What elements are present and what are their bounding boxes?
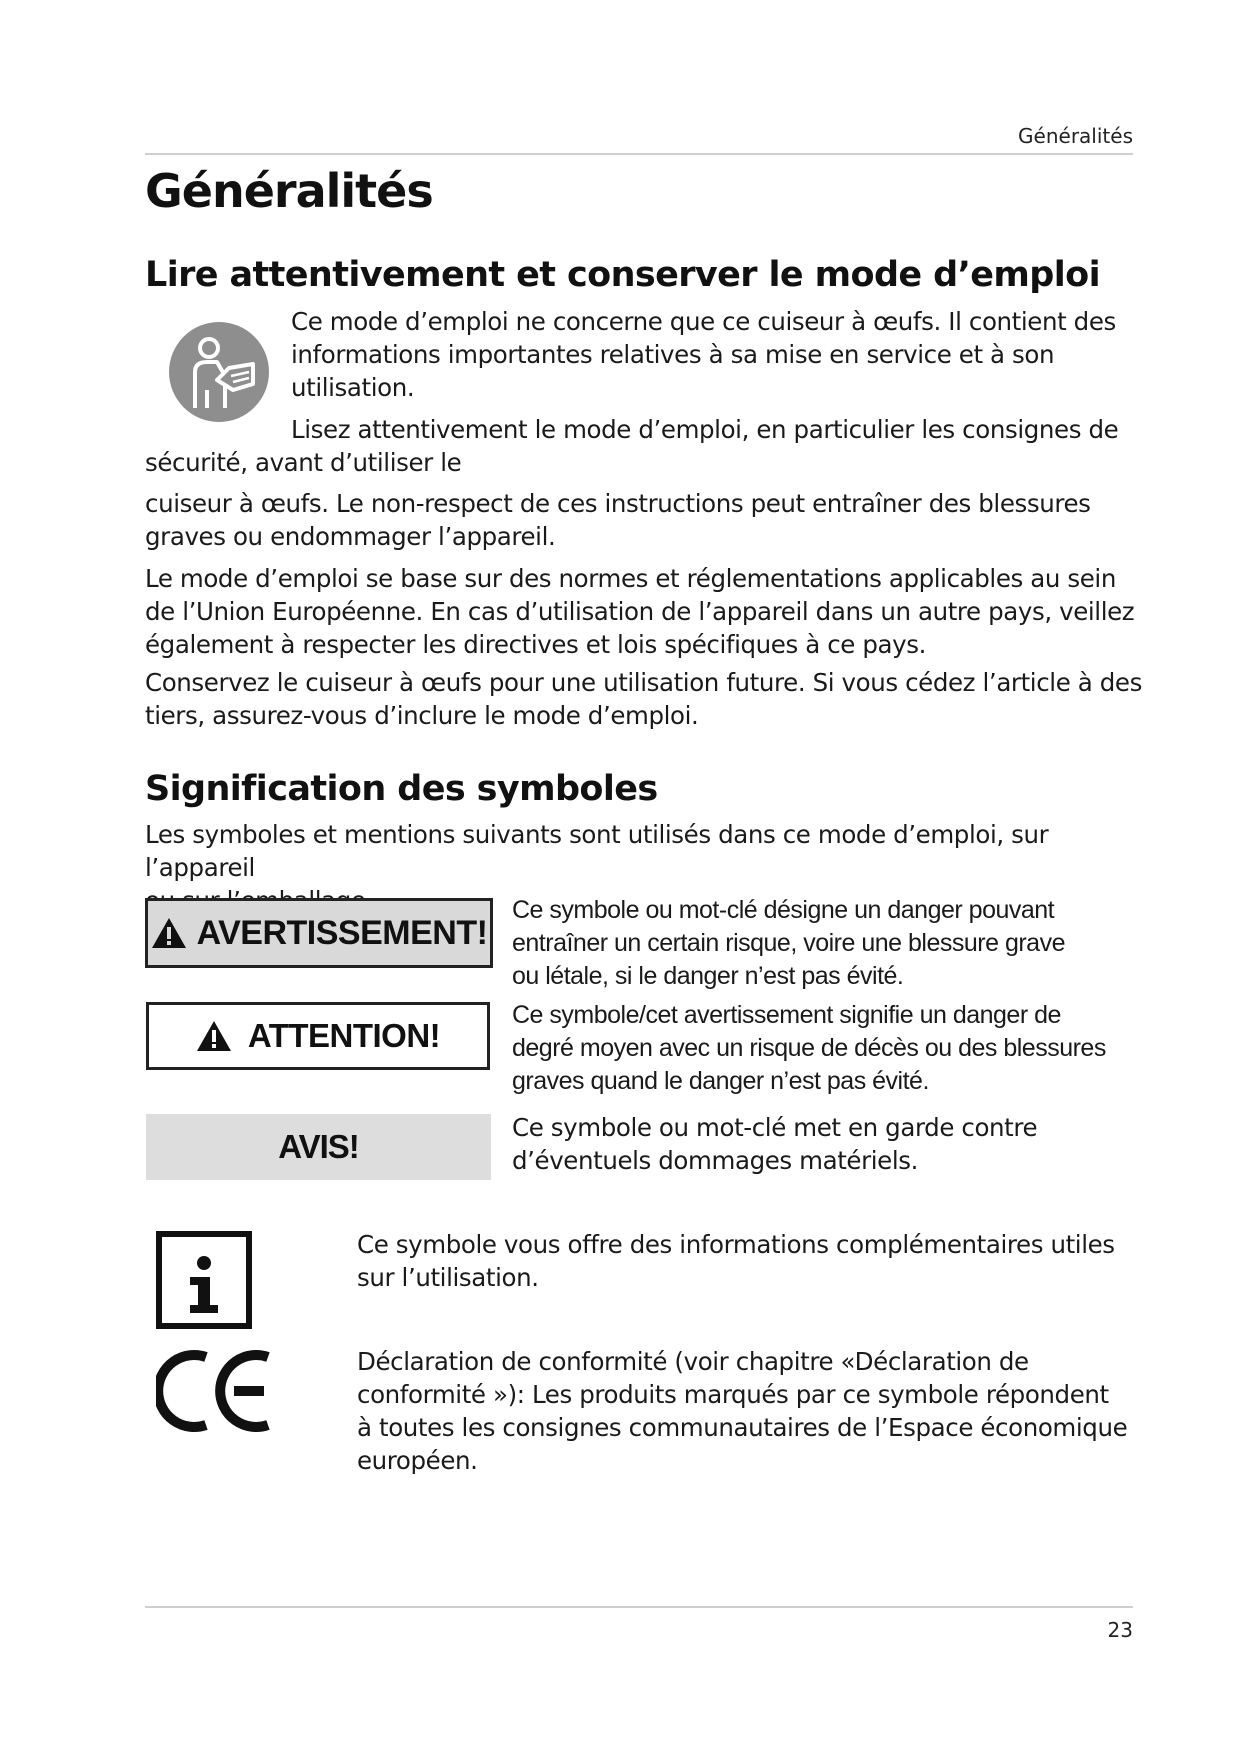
intro-paragraph bbox=[291, 305, 1141, 404]
section-heading-read-manual: Lire attentivement et conserver le mode d’emploi bbox=[145, 255, 1100, 295]
text-line: degré moyen avec un risque de décès ou des blessures bbox=[512, 1034, 1106, 1062]
notice-badge bbox=[146, 1114, 491, 1180]
text-line: Ce symbole vous offre des informations complémentaires utiles bbox=[357, 1230, 1115, 1259]
running-header: Généralités bbox=[1018, 124, 1133, 148]
text-line: de l’Union Européenne. En cas d’utilisation de l’appareil dans un autre pays, veillez bbox=[145, 597, 1135, 626]
attention-description bbox=[512, 999, 1132, 1098]
text-line: cuiseur à œufs. Le non-respect de ces instructions peut entraîner des blessures bbox=[145, 489, 1091, 518]
warning-badge bbox=[145, 898, 493, 968]
text-line: Lisez attentivement le mode d’emploi, en particulier les consignes de bbox=[291, 415, 1119, 444]
text-line: graves quand le danger n’est pas évité. bbox=[512, 1067, 929, 1095]
notice-description bbox=[512, 1111, 1132, 1177]
text-line: à toutes les consignes communautaires de l’Espace économique bbox=[357, 1413, 1128, 1442]
attention-label: ATTENTION! bbox=[247, 1017, 441, 1054]
paragraph-consequences bbox=[145, 487, 1145, 553]
page-title: Généralités bbox=[145, 164, 433, 218]
text-line: Ce mode d’emploi ne concerne que ce cuiseur à œufs. Il contient des bbox=[291, 307, 1116, 336]
text-line: ou létale, si le danger n’est pas évité. bbox=[512, 962, 904, 990]
text-line: également à respecter les directives et lois spécifiques à ce pays. bbox=[145, 630, 926, 659]
text-line: européen. bbox=[357, 1446, 478, 1475]
text-line: tiers, assurez-vous d’inclure le mode d’emploi. bbox=[145, 701, 699, 730]
text-line: Ce symbole/cet avertissement signifie un danger de bbox=[512, 1001, 1061, 1029]
text-line: utilisation. bbox=[291, 373, 415, 402]
attention-badge bbox=[146, 1002, 490, 1070]
text-line: d’éventuels dommages matériels. bbox=[512, 1146, 919, 1175]
notice-label: AVIS! bbox=[278, 1128, 359, 1165]
info-description bbox=[357, 1228, 1137, 1294]
text-line: Ce symbole ou mot-clé désigne un danger pouvant bbox=[512, 896, 1055, 924]
header-rule bbox=[145, 153, 1133, 155]
text-line: conformité »): Les produits marqués par ce symbole répondent bbox=[357, 1380, 1109, 1409]
paragraph-keep-manual bbox=[145, 666, 1145, 732]
ce-mark-icon bbox=[156, 1347, 274, 1435]
text-line: informations importantes relatives à sa mise en service et à son bbox=[291, 340, 1055, 369]
warning-description bbox=[512, 894, 1132, 993]
warning-triangle-icon bbox=[196, 1020, 232, 1052]
warning-triangle-icon bbox=[151, 917, 187, 949]
text-line: graves ou endommager l’appareil. bbox=[145, 522, 556, 551]
text-line: Déclaration de conformité (voir chapitre «Déclaration de bbox=[357, 1347, 1029, 1376]
text-line: entraîner un certain risque, voire une blessure grave bbox=[512, 929, 1065, 957]
paragraph-eu-norms bbox=[145, 562, 1145, 661]
read-manual-icon bbox=[167, 320, 271, 424]
page-number: 23 bbox=[1107, 1618, 1133, 1642]
ce-description bbox=[357, 1345, 1137, 1477]
text-line: Le mode d’emploi se base sur des normes et réglementations applicables au sein bbox=[145, 564, 1116, 593]
text-line: Les symboles et mentions suivants sont utilisés dans ce mode d’emploi, sur l’appareil bbox=[145, 820, 1049, 882]
section-heading-symbols: Signification des symboles bbox=[145, 769, 658, 809]
text-line: sécurité, avant d’utiliser le bbox=[145, 448, 462, 477]
text-line: Ce symbole ou mot-clé met en garde contre bbox=[512, 1113, 1038, 1142]
text-line: sur l’utilisation. bbox=[357, 1263, 539, 1292]
warning-label: AVERTISSEMENT! bbox=[196, 913, 488, 952]
text-line: Conservez le cuiseur à œufs pour une utilisation future. Si vous cédez l’article à des bbox=[145, 668, 1142, 697]
footer-rule bbox=[145, 1606, 1133, 1608]
info-icon bbox=[156, 1231, 252, 1329]
